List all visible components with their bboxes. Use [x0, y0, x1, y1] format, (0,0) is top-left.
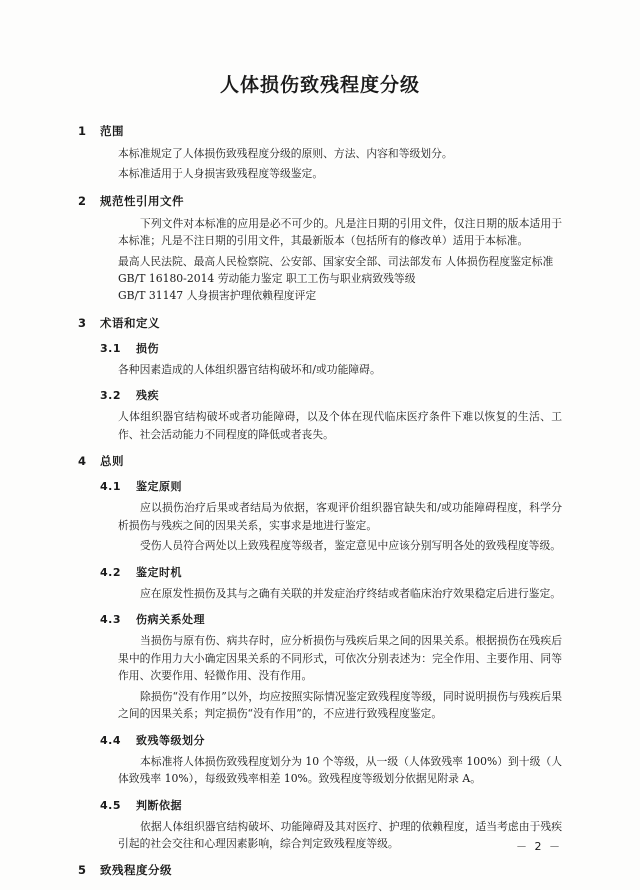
- section-number: 2: [78, 193, 87, 208]
- section-general-rules: [78, 453, 562, 852]
- section-scope: [78, 123, 562, 183]
- section-normative-references: [78, 193, 562, 305]
- subsection-number: 4.1: [100, 480, 121, 494]
- section-title: 术语和定义: [100, 315, 160, 330]
- subsection-number: 3.1: [100, 341, 121, 355]
- paragraph: 依据人体组织器官结构破坏、功能障碍及其对医疗、护理的依赖程度，适当考虑由于残疾引起的社会交往和心理因素影响，综合判定致残程度等级。: [118, 819, 562, 850]
- section-heading: [78, 862, 562, 878]
- subsection-number: 3.2: [100, 389, 121, 403]
- subsection-title: 致残等级划分: [136, 733, 205, 747]
- paragraph: 受伤人员符合两处以上致残程度等级者，鉴定意见中应该分别写明各处的致残程度等级。: [140, 539, 562, 553]
- section-heading: [78, 315, 562, 331]
- section-number: 5: [78, 863, 87, 878]
- subsection-heading: [78, 732, 562, 748]
- subsection-heading: [78, 478, 562, 494]
- page-title: 人体损伤致残程度分级: [219, 74, 420, 96]
- section-terms-definitions: [78, 315, 562, 443]
- subsection-heading: [78, 797, 562, 813]
- paragraph: 人体组织器官结构破坏或者功能障碍，以及个体在现代临床医疗条件下难以恢复的生活、工作、社会活动能力不同程度的降低或者丧失。: [118, 410, 562, 441]
- paragraph: 下列文件对本标准的应用是必不可少的。凡是注日期的引用文件，仅注日期的版本适用于本标准；凡是不注日期的引用文件，其最新版本（包括所有的修改单）适用于本标准。: [118, 216, 562, 248]
- subsection-title: 判断依据: [136, 798, 182, 812]
- subsection-number: 4.5: [100, 798, 121, 812]
- paragraph: 应以损伤治疗后果或者结局为依据，客观评价组织器官缺失和/或功能障碍程度，科学分析损伤与残疾之间的因果关系，实事求是地进行鉴定。: [118, 501, 562, 532]
- reference-item: GB/T 16180-2014 劳动能力鉴定 职工工伤与职业病致残等级: [118, 272, 416, 286]
- paragraph: 当损伤与原有伤、病共存时，应分析损伤与残疾后果之间的因果关系。根据损伤在残疾后果中的作用力大小确定因果关系的不同形式，可依次分别表述为：完全作用、主要作用、同等作用、次要作用、轻微作用、没有作用。: [118, 634, 562, 683]
- reference-item: 最高人民法院、最高人民检察院、公安部、国家安全部、司法部发布 人体损伤程度鉴定标准: [118, 254, 554, 268]
- section-number: 4: [78, 454, 87, 469]
- subsection-number: 4.4: [100, 733, 121, 747]
- section-title: 范围: [100, 124, 124, 138]
- subsection-number: 4.3: [100, 613, 121, 627]
- subsection-heading: [78, 340, 562, 356]
- section-number: 1: [78, 124, 87, 138]
- subsection-number: 4.2: [100, 565, 121, 579]
- subsection-heading: [78, 564, 562, 580]
- page-number: － 2 －: [516, 840, 562, 853]
- paragraph: 本标准规定了人体损伤致残程度分级的原则、方法、内容和等级划分。: [118, 147, 453, 160]
- subsection-title: 鉴定时机: [136, 565, 182, 579]
- section-heading: [78, 193, 562, 209]
- section-heading: [78, 123, 562, 139]
- subsection-title: 损伤: [136, 341, 159, 355]
- paragraph: 本标准将人体损伤致残程度划分为 10 个等级，从一级（人体致残率 100%）到十级（人体致残率 10%），每级致残率相差 10%。致残程度等级划分依据见附录 A。: [118, 754, 562, 786]
- section-heading: [78, 453, 562, 469]
- paragraph: 本标准适用于人身损害致残程度等级鉴定。: [118, 167, 324, 181]
- subsection-title: 伤病关系处理: [136, 613, 205, 627]
- subsection-title: 残疾: [136, 389, 159, 403]
- section-number: 3: [78, 315, 87, 330]
- paragraph: 除损伤“没有作用”以外，均应按照实际情况鉴定致残程度等级，同时说明损伤与残疾后果之间的因果关系；判定损伤“没有作用”的，不应进行致残程度鉴定。: [118, 689, 562, 721]
- section-disability-grading: [78, 862, 562, 878]
- paragraph: 应在原发性损伤及其与之确有关联的并发症治疗终结或者临床治疗效果稳定后进行鉴定。: [140, 586, 562, 600]
- section-title: 规范性引用文件: [100, 193, 184, 208]
- section-title: 总则: [100, 454, 124, 469]
- subsection-heading: [78, 387, 562, 403]
- reference-item: GB/T 31147 人身损害护理依赖程度评定: [118, 289, 317, 303]
- paragraph: 各种因素造成的人体组织器官结构破坏和/或功能障碍。: [118, 362, 381, 376]
- section-title: 致残程度分级: [100, 863, 172, 878]
- subsection-heading: [78, 611, 562, 627]
- subsection-title: 鉴定原则: [136, 480, 182, 494]
